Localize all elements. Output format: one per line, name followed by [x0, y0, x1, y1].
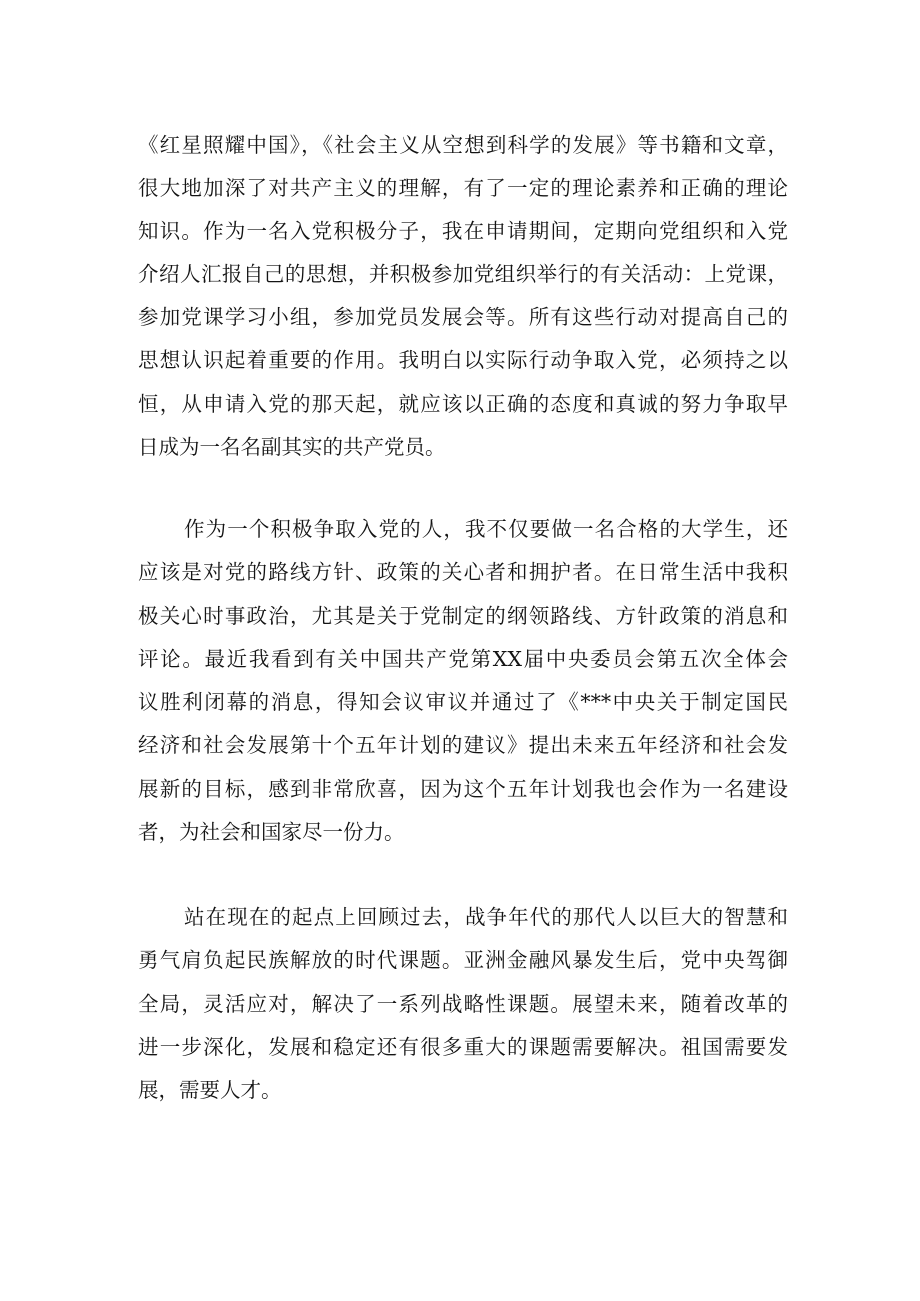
paragraph-3-line-1: 站在现在的起点上回顾过去，战争年代的那代人以巨大的智慧和: [184, 905, 788, 929]
paragraph-3-line-3: 全局，灵活应对，解决了一系列战略性课题。展望未来，随着改革的: [138, 991, 788, 1016]
paragraph-2-line-2: 应该是对党的路线方针、政策的关心者和拥护者。在日常生活中我积: [138, 560, 788, 585]
paragraph-2-line-8: 者，为社会和国家尽一份力。: [138, 820, 405, 845]
paragraph-2-line-7: 展新的目标，感到非常欣喜，因为这个五年计划我也会作为一名建设: [138, 776, 788, 801]
paragraph-1-line-3: 知识。作为一名入党积极分子，我在申请期间，定期向党组织和入党: [138, 219, 788, 244]
paragraph-2-line-4: 评论。最近我看到有关中国共产党第XX届中央委员会第五次全体会: [138, 646, 788, 671]
paragraph-1-line-5: 参加党课学习小组，参加党员发展会等。所有这些行动对提高自己的: [138, 305, 788, 330]
paragraph-1-line-2: 很大地加深了对共产主义的理解，有了一定的理论素养和正确的理论: [138, 176, 788, 201]
paragraph-1-line-1: 《红星照耀中国》，《社会主义从空想到科学的发展》等书籍和文章，: [138, 133, 788, 157]
paragraph-1-line-7: 恒，从申请入党的那天起，就应该以正确的态度和真诚的努力争取早: [138, 391, 788, 416]
paragraph-2-line-3: 极关心时事政治，尤其是关于党制定的纲领路线、方针政策的消息和: [138, 603, 788, 628]
paragraph-3-line-4: 进一步深化，发展和稳定还有很多重大的课题需要解决。祖国需要发: [138, 1034, 788, 1059]
paragraph-3-line-2: 勇气肩负起民族解放的时代课题。亚洲金融风暴发生后，党中央驾御: [138, 948, 788, 973]
paragraph-2-line-6: 经济和社会发展第十个五年计划的建议》提出未来五年经济和社会发: [138, 733, 788, 758]
paragraph-3: [138, 896, 788, 1112]
paragraph-2-line-1: 作为一个积极争取入党的人，我不仅要做一名合格的大学生，还: [184, 517, 788, 541]
paragraph-1-line-8: 日成为一名名副其实的共产党员。: [138, 434, 446, 459]
paragraph-2-line-5: 议胜利闭幕的消息，得知会议审议并通过了《***中央关于制定国民: [138, 690, 788, 715]
paragraph-3-line-5: 展，需要人才。: [138, 1078, 282, 1103]
paragraph-1-line-4: 介绍人汇报自己的思想，并积极参加党组织举行的有关活动：上党课，: [138, 262, 788, 287]
paragraph-1-line-6: 思想认识起着重要的作用。我明白以实际行动争取入党，必须持之以: [138, 348, 788, 373]
paragraph-2: [138, 508, 788, 854]
paragraph-1: [138, 124, 788, 469]
